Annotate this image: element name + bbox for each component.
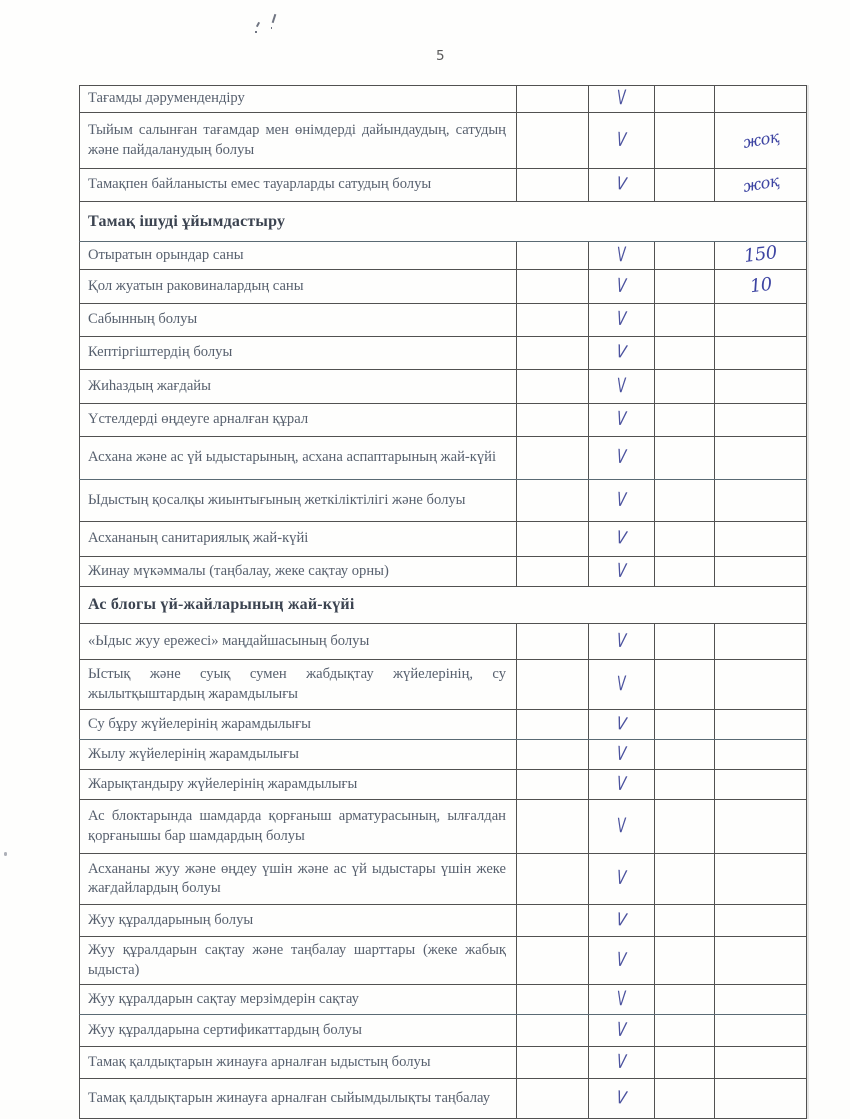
- table-row: [80, 1015, 807, 1047]
- checkmark-icon: V: [616, 670, 627, 695]
- empty-cell: [517, 770, 589, 800]
- check-cell: [589, 905, 655, 937]
- value-cell: [715, 337, 807, 370]
- check-cell: [589, 1047, 655, 1079]
- item-label: Жуу құралдарының болуы: [80, 905, 517, 937]
- handwritten-value: жоқ: [741, 171, 780, 196]
- empty-cell: [655, 854, 715, 905]
- item-label: Ас блоктарында шамдарда қорғаныш арматурасының, ылғалдан қорғанышы бар шамдардың болуы: [80, 800, 517, 854]
- ink-speck: [271, 27, 272, 29]
- checkmark-icon: V: [616, 865, 627, 890]
- handwritten-value: жоқ: [741, 126, 780, 152]
- checkmark-icon: V: [616, 947, 627, 971]
- value-cell: [715, 169, 807, 202]
- checkmark-icon: V: [615, 526, 628, 549]
- empty-cell: [655, 800, 715, 854]
- empty-cell: [655, 113, 715, 169]
- table-row: [80, 985, 807, 1015]
- checkmark-icon: V: [616, 628, 627, 652]
- checkmark-icon: V: [615, 1085, 628, 1108]
- item-label: Асхана және ас үй ыдыстарының, асхана аспаптарының жай-күйі: [80, 437, 517, 480]
- empty-cell: [655, 437, 715, 480]
- item-label: Жылу жүйелерінің жарамдылығы: [80, 740, 517, 770]
- table-row: [80, 800, 807, 854]
- empty-cell: [655, 86, 715, 113]
- table-row: [80, 522, 807, 557]
- empty-cell: [517, 337, 589, 370]
- checkmark-icon: V: [616, 444, 627, 469]
- empty-cell: [655, 710, 715, 740]
- table-row: [80, 404, 807, 437]
- table-row: [80, 480, 807, 522]
- check-cell: [589, 557, 655, 587]
- table-row: [80, 437, 807, 480]
- empty-cell: [517, 270, 589, 304]
- value-cell: [715, 985, 807, 1015]
- checkmark-icon: V: [616, 741, 627, 765]
- empty-cell: [517, 404, 589, 437]
- value-cell: [715, 557, 807, 587]
- checkmark-icon: V: [616, 812, 627, 837]
- item-label: Жуу құралдарына сертификаттардың болуы: [80, 1015, 517, 1047]
- item-label: Жуу құралдарын сақтау мерзімдерін сақтау: [80, 985, 517, 1015]
- check-cell: [589, 113, 655, 169]
- empty-cell: [655, 337, 715, 370]
- handwritten-value: 150: [742, 242, 779, 267]
- table-row: [80, 86, 807, 113]
- value-cell: [715, 660, 807, 710]
- table-row: [80, 770, 807, 800]
- item-label: Асхананы жуу және өңдеу үшін және ас үй ыдыстары үшін жеке жағдайлардың болуы: [80, 854, 517, 905]
- empty-cell: [655, 660, 715, 710]
- checkmark-icon: V: [616, 406, 627, 431]
- empty-cell: [517, 660, 589, 710]
- check-cell: [589, 660, 655, 710]
- check-cell: [589, 1079, 655, 1119]
- table-row: [80, 270, 807, 304]
- empty-cell: [655, 404, 715, 437]
- item-label: «Ыдыс жуу ережесі» маңдайшасының болуы: [80, 624, 517, 660]
- section-row: [80, 202, 807, 242]
- value-cell: [715, 242, 807, 270]
- checkmark-icon: V: [616, 1017, 627, 1041]
- table-row: [80, 1079, 807, 1119]
- table-row: [80, 660, 807, 710]
- item-label: Қол жуатын раковиналардың саны: [80, 270, 517, 304]
- value-cell: [715, 86, 807, 113]
- check-cell: [589, 270, 655, 304]
- table-row: [80, 169, 807, 202]
- item-label: Тағамды дәрумендендіру: [80, 86, 517, 113]
- checkmark-icon: V: [615, 340, 628, 363]
- checkmark-icon: V: [616, 1049, 627, 1073]
- table-row: [80, 937, 807, 985]
- item-label: Тыйым салынған тағамдар мен өнімдерді дайындаудың, сатудың және пайдаланудың болуы: [80, 113, 517, 169]
- empty-cell: [517, 1047, 589, 1079]
- empty-cell: [517, 1015, 589, 1047]
- value-cell: [715, 1079, 807, 1119]
- check-cell: [589, 242, 655, 270]
- check-cell: [589, 522, 655, 557]
- empty-cell: [655, 522, 715, 557]
- table-row: [80, 710, 807, 740]
- table-row: [80, 304, 807, 337]
- empty-cell: [655, 770, 715, 800]
- empty-cell: [517, 624, 589, 660]
- empty-cell: [517, 740, 589, 770]
- empty-cell: [655, 169, 715, 202]
- check-cell: [589, 337, 655, 370]
- empty-cell: [517, 113, 589, 169]
- empty-cell: [655, 740, 715, 770]
- value-cell: [715, 270, 807, 304]
- empty-cell: [517, 557, 589, 587]
- value-cell: [715, 113, 807, 169]
- page-number: 5: [436, 48, 445, 64]
- item-label: Ыдыстың қосалқы жиынтығының жеткіліктілігі және болуы: [80, 480, 517, 522]
- empty-cell: [655, 1015, 715, 1047]
- item-label: Су бұру жүйелерінің жарамдылығы: [80, 710, 517, 740]
- check-cell: [589, 740, 655, 770]
- check-cell: [589, 370, 655, 404]
- table-row: [80, 740, 807, 770]
- value-cell: [715, 1047, 807, 1079]
- item-label: Асхананың санитариялық жай-күйі: [80, 522, 517, 557]
- empty-cell: [655, 1047, 715, 1079]
- checkmark-icon: V: [616, 273, 627, 297]
- checkmark-icon: V: [615, 711, 628, 734]
- item-label: Кептіргіштердің болуы: [80, 337, 517, 370]
- empty-cell: [655, 304, 715, 337]
- item-label: Отыратын орындар саны: [80, 242, 517, 270]
- value-cell: [715, 740, 807, 770]
- empty-cell: [517, 937, 589, 985]
- empty-cell: [517, 710, 589, 740]
- check-cell: [589, 770, 655, 800]
- empty-cell: [655, 985, 715, 1015]
- table-row: [80, 242, 807, 270]
- value-cell: [715, 770, 807, 800]
- table-row: [80, 113, 807, 169]
- table-row: [80, 854, 807, 905]
- value-cell: [715, 624, 807, 660]
- empty-cell: [517, 86, 589, 113]
- check-cell: [589, 985, 655, 1015]
- empty-cell: [655, 480, 715, 522]
- ink-speck: [256, 22, 260, 27]
- checkmark-icon: V: [616, 306, 627, 331]
- empty-cell: [517, 985, 589, 1015]
- item-label: Үстелдерді өңдеуге арналған құрал: [80, 404, 517, 437]
- value-cell: [715, 480, 807, 522]
- checklist-body: [80, 86, 807, 1119]
- table-row: [80, 905, 807, 937]
- check-cell: [589, 624, 655, 660]
- inspection-checklist-table: [79, 85, 807, 1119]
- value-cell: [715, 304, 807, 337]
- check-cell: [589, 710, 655, 740]
- empty-cell: [517, 522, 589, 557]
- item-label: Тамақ қалдықтарын жинауға арналған сыйымдылықты таңбалау: [80, 1079, 517, 1119]
- empty-cell: [655, 1079, 715, 1119]
- value-cell: [715, 710, 807, 740]
- value-cell: [715, 1015, 807, 1047]
- item-label: Тамақпен байланысты емес тауарларды сатудың болуы: [80, 169, 517, 202]
- section-title: Тамақ ішуді ұйымдастыру: [80, 202, 807, 242]
- check-cell: [589, 1015, 655, 1047]
- empty-cell: [655, 242, 715, 270]
- value-cell: [715, 854, 807, 905]
- checkmark-icon: V: [616, 487, 627, 511]
- section-row: [80, 587, 807, 624]
- checkmark-icon: V: [616, 85, 627, 110]
- ink-speck: [255, 31, 257, 33]
- check-cell: [589, 304, 655, 337]
- handwritten-value: 10: [748, 273, 773, 298]
- empty-cell: [655, 557, 715, 587]
- empty-cell: [655, 370, 715, 404]
- empty-cell: [655, 937, 715, 985]
- empty-cell: [517, 169, 589, 202]
- table-row: [80, 624, 807, 660]
- value-cell: [715, 370, 807, 404]
- item-label: Жинау мүкәммалы (таңбалау, жеке сақтау орны): [80, 557, 517, 587]
- item-label: Жарықтандыру жүйелерінің жарамдылығы: [80, 770, 517, 800]
- checkmark-icon: V: [616, 241, 627, 266]
- empty-cell: [655, 905, 715, 937]
- check-cell: [589, 480, 655, 522]
- check-cell: [589, 169, 655, 202]
- checkmark-icon: V: [616, 372, 627, 397]
- empty-cell: [517, 905, 589, 937]
- empty-cell: [655, 270, 715, 304]
- ink-speck: [4, 852, 7, 856]
- empty-cell: [517, 480, 589, 522]
- empty-cell: [517, 370, 589, 404]
- item-label: Жиһаздың жағдайы: [80, 370, 517, 404]
- table-row: [80, 370, 807, 404]
- item-label: Ыстық және суық сумен жабдықтау жүйелерінің, су жылытқыштардың жарамдылығы: [80, 660, 517, 710]
- check-cell: [589, 937, 655, 985]
- checkmark-icon: V: [616, 127, 627, 151]
- empty-cell: [517, 800, 589, 854]
- value-cell: [715, 437, 807, 480]
- value-cell: [715, 937, 807, 985]
- value-cell: [715, 905, 807, 937]
- table-row: [80, 557, 807, 587]
- ink-speck: [272, 14, 277, 23]
- table-row: [80, 1047, 807, 1079]
- empty-cell: [517, 1079, 589, 1119]
- checkmark-icon: V: [615, 907, 628, 930]
- value-cell: [715, 522, 807, 557]
- checkmark-icon: V: [616, 985, 627, 1010]
- empty-cell: [655, 624, 715, 660]
- empty-cell: [517, 304, 589, 337]
- check-cell: [589, 404, 655, 437]
- checkmark-icon: V: [616, 558, 627, 582]
- empty-cell: [517, 437, 589, 480]
- empty-cell: [517, 242, 589, 270]
- check-cell: [589, 854, 655, 905]
- checkmark-icon: V: [615, 172, 628, 195]
- table-row: [80, 337, 807, 370]
- value-cell: [715, 800, 807, 854]
- check-cell: [589, 86, 655, 113]
- check-cell: [589, 800, 655, 854]
- value-cell: [715, 404, 807, 437]
- item-label: Жуу құралдарын сақтау және таңбалау шарттары (жеке жабық ыдыста): [80, 937, 517, 985]
- item-label: Тамақ қалдықтарын жинауға арналған ыдыстың болуы: [80, 1047, 517, 1079]
- section-title: Ас блогы үй-жайларының жай-күйі: [80, 587, 807, 624]
- checkmark-icon: V: [616, 771, 627, 795]
- empty-cell: [517, 854, 589, 905]
- check-cell: [589, 437, 655, 480]
- item-label: Сабынның болуы: [80, 304, 517, 337]
